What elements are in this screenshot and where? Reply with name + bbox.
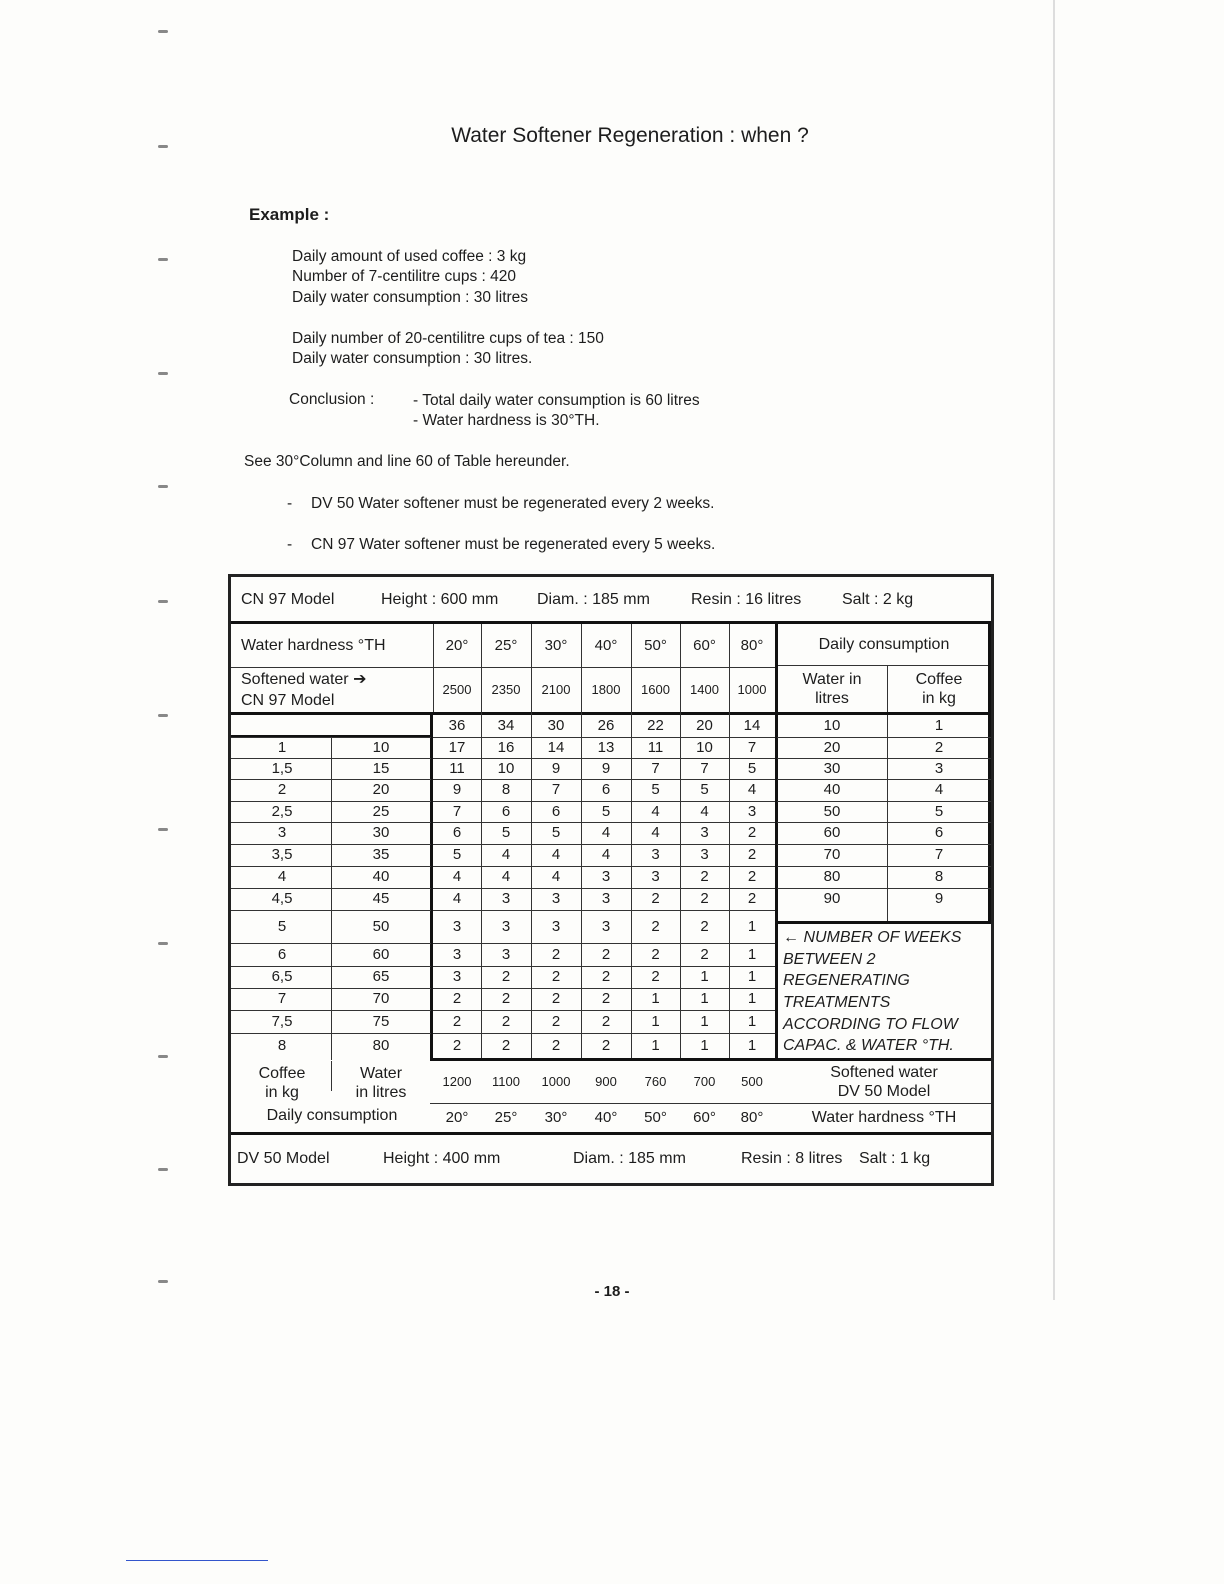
weeks-cell: 1 xyxy=(700,1036,709,1054)
water-litres-cell: 90 xyxy=(823,890,841,907)
hardness-cell: 30° xyxy=(544,636,568,654)
weeks-cell: 3 xyxy=(501,917,511,935)
dv50-height: Height : 400 mm xyxy=(383,1150,501,1168)
capacity-cell: 1400 xyxy=(690,682,719,698)
weeks-cell: 2 xyxy=(501,1036,511,1054)
weeks-cell: 5 xyxy=(551,824,561,841)
weeks-cell: 2 xyxy=(601,1012,611,1030)
hardness-cell: 20° xyxy=(445,1109,469,1126)
see-table-line: See 30°Column and line 60 of Table hereunder. xyxy=(244,453,570,470)
water-hardness-label: Water hardness °TH xyxy=(241,636,386,654)
footer-rule xyxy=(126,1560,268,1561)
coffee-kg-cell: 2,5 xyxy=(271,802,293,820)
rule xyxy=(777,866,991,867)
weeks-cell: 4 xyxy=(501,868,511,885)
coffee-kg-cell: 1 xyxy=(277,738,287,756)
hardness-cell: 40° xyxy=(594,1109,618,1126)
water-litres-cell: 30 xyxy=(372,824,390,841)
weeks-cell: 2 xyxy=(551,1036,561,1054)
softened-cn97-model: CN 97 Model xyxy=(241,692,335,710)
binder-hole xyxy=(158,258,168,261)
weeks-cell: 26 xyxy=(597,717,615,734)
weeks-cell: 6 xyxy=(501,802,511,820)
weeks-cell: 3 xyxy=(501,890,511,907)
weeks-cell: 2 xyxy=(452,1012,462,1030)
binder-hole xyxy=(158,1168,168,1171)
water-litres-cell: 50 xyxy=(823,802,841,820)
coffee-kg-cell: 2 xyxy=(934,738,944,756)
weeks-cell: 3 xyxy=(501,945,511,963)
weeks-cell: 10 xyxy=(696,738,713,756)
weeks-cell: 3 xyxy=(700,846,709,863)
hardness-cell: 50° xyxy=(644,636,667,654)
weeks-cell: 1 xyxy=(747,917,757,935)
weeks-cell: 1 xyxy=(747,990,757,1007)
dv50-model: DV 50 Model xyxy=(237,1150,330,1168)
weeks-cell: 1 xyxy=(651,1036,660,1054)
water-litres-cell: 30 xyxy=(823,759,841,777)
weeks-cell: 3 xyxy=(452,968,462,985)
water-litres-cell: 10 xyxy=(823,717,841,734)
hardness-cell: 25° xyxy=(494,636,518,654)
weeks-cell: 2 xyxy=(747,846,757,863)
coffee-in-kg-label-dv50: Coffee in kg xyxy=(258,1064,306,1101)
water-litres-cell: 70 xyxy=(823,846,841,863)
binder-hole xyxy=(158,828,168,831)
coffee-kg-cell: 3 xyxy=(934,759,944,777)
regeneration-table xyxy=(228,574,994,1186)
weeks-note: ← NUMBER OF WEEKS BETWEEN 2 REGENERATING TREATMENTS ACCORDING TO FLOW CAPAC. & WATER °TH. xyxy=(783,929,962,1055)
binder-hole xyxy=(158,485,168,488)
rule xyxy=(331,1061,332,1091)
capacity-cell: 1200 xyxy=(442,1074,472,1090)
weeks-cell: 3 xyxy=(601,917,611,935)
coffee-kg-cell: 3 xyxy=(277,824,287,841)
weeks-cell: 4 xyxy=(501,846,511,863)
weeks-cell: 4 xyxy=(601,824,611,841)
hardness-cell: 30° xyxy=(544,1109,568,1126)
binder-hole xyxy=(158,714,168,717)
weeks-cell: 1 xyxy=(747,1012,757,1030)
capacity-cell: 760 xyxy=(644,1074,667,1090)
softened-water-label: Softened water ➔ xyxy=(241,671,367,689)
weeks-cell: 4 xyxy=(700,802,709,820)
weeks-cell: 3 xyxy=(551,890,561,907)
coffee-kg-cell: 7,5 xyxy=(271,1012,293,1030)
bullet-dv50: DV 50 Water softener must be regenerated every 2 weeks. xyxy=(311,495,715,512)
weeks-cell: 6 xyxy=(551,802,561,820)
weeks-cell: 2 xyxy=(501,1012,511,1030)
dv50-resin: Resin : 8 litres xyxy=(741,1150,843,1168)
hardness-cell: 60° xyxy=(693,1109,716,1126)
example-line: Number of 7-centilitre cups : 420 xyxy=(292,268,516,285)
coffee-kg-cell: 4,5 xyxy=(271,890,293,907)
coffee-kg-cell: 7 xyxy=(277,990,287,1007)
weeks-cell: 14 xyxy=(547,738,565,756)
coffee-kg-cell: 7 xyxy=(934,846,944,863)
weeks-cell: 17 xyxy=(448,738,466,756)
weeks-cell: 2 xyxy=(551,1012,561,1030)
coffee-kg-cell: 5 xyxy=(934,802,944,820)
weeks-cell: 5 xyxy=(747,759,757,777)
example-line: Daily amount of used coffee : 3 kg xyxy=(292,248,527,265)
example-line: Daily water consumption : 30 litres xyxy=(292,289,529,306)
weeks-cell: 1 xyxy=(651,1012,660,1030)
weeks-cell: 1 xyxy=(651,990,660,1007)
water-in-litres-label: Water in litres xyxy=(802,670,862,707)
water-litres-cell: 20 xyxy=(372,781,390,798)
coffee-kg-cell: 2 xyxy=(277,781,287,798)
hardness-cell: 25° xyxy=(494,1109,518,1126)
weeks-cell: 2 xyxy=(747,824,757,841)
weeks-cell: 2 xyxy=(452,990,462,1007)
weeks-cell: 16 xyxy=(497,738,515,756)
weeks-cell: 11 xyxy=(647,738,664,756)
water-hardness-label-dv50: Water hardness °TH xyxy=(811,1109,957,1127)
capacity-cell: 700 xyxy=(693,1074,716,1090)
weeks-cell: 14 xyxy=(743,717,761,734)
water-litres-cell: 65 xyxy=(372,968,390,985)
dv50-diameter: Diam. : 185 mm xyxy=(573,1150,686,1168)
weeks-cell: 2 xyxy=(601,968,611,985)
weeks-cell: 2 xyxy=(700,868,709,885)
capacity-cell: 1100 xyxy=(492,1074,520,1090)
weeks-cell: 4 xyxy=(651,802,660,820)
weeks-cell: 1 xyxy=(747,945,757,963)
conclusion-line: - Total daily water consumption is 60 litres xyxy=(413,392,700,409)
rule xyxy=(777,758,991,759)
water-litres-cell: 40 xyxy=(823,781,841,798)
water-litres-cell: 60 xyxy=(372,945,390,963)
weeks-cell: 1 xyxy=(700,968,709,985)
hardness-cell: 50° xyxy=(644,1109,667,1126)
weeks-cell: 4 xyxy=(651,824,660,841)
conclusion-line: - Water hardness is 30°TH. xyxy=(413,412,600,429)
weeks-cell: 11 xyxy=(449,759,465,777)
water-litres-cell: 50 xyxy=(372,917,390,935)
weeks-cell: 2 xyxy=(551,945,561,963)
weeks-cell: 3 xyxy=(651,846,660,863)
hardness-cell: 20° xyxy=(445,636,469,654)
water-litres-cell: 35 xyxy=(372,846,390,863)
weeks-cell: 2 xyxy=(452,1036,462,1054)
weeks-cell: 3 xyxy=(700,824,709,841)
weeks-cell: 5 xyxy=(452,846,462,863)
weeks-cell: 20 xyxy=(696,717,713,734)
weeks-cell: 7 xyxy=(551,781,561,798)
binder-hole xyxy=(158,372,168,375)
conclusion-label: Conclusion : xyxy=(289,391,375,408)
weeks-cell: 2 xyxy=(747,868,757,885)
weeks-cell: 2 xyxy=(551,968,561,985)
water-litres-cell: 15 xyxy=(372,759,390,777)
coffee-kg-cell: 1,5 xyxy=(271,759,293,777)
binder-hole xyxy=(158,600,168,603)
weeks-cell: 2 xyxy=(501,990,511,1007)
cn97-model: CN 97 Model xyxy=(241,591,335,609)
weeks-cell: 2 xyxy=(700,945,709,963)
rule xyxy=(777,844,991,845)
example-line: Daily number of 20-centilitre cups of tea : 150 xyxy=(292,330,604,347)
cn97-height: Height : 600 mm xyxy=(381,591,499,609)
weeks-cell: 2 xyxy=(601,1036,611,1054)
cn97-salt: Salt : 2 kg xyxy=(842,591,914,609)
binder-hole xyxy=(158,942,168,945)
weeks-cell: 4 xyxy=(452,890,462,907)
coffee-kg-cell: 6,5 xyxy=(271,968,293,985)
hardness-cell: 60° xyxy=(693,636,716,654)
weeks-cell: 4 xyxy=(747,781,757,798)
capacity-cell: 1000 xyxy=(541,1074,571,1090)
weeks-cell: 7 xyxy=(747,738,757,756)
water-litres-cell: 75 xyxy=(372,1012,390,1030)
example-label: Example : xyxy=(249,205,330,224)
coffee-kg-cell: 6 xyxy=(934,824,944,841)
weeks-cell: 7 xyxy=(700,759,709,777)
water-litres-cell: 20 xyxy=(823,738,841,756)
hardness-cell: 80° xyxy=(740,636,764,654)
rule xyxy=(777,822,991,823)
dv50-salt: Salt : 1 kg xyxy=(859,1150,931,1168)
weeks-cell: 7 xyxy=(651,759,660,777)
weeks-cell: 10 xyxy=(497,759,515,777)
weeks-cell: 2 xyxy=(651,890,660,907)
weeks-cell: 2 xyxy=(651,945,660,963)
weeks-cell: 34 xyxy=(497,717,515,734)
weeks-cell: 3 xyxy=(452,945,462,963)
weeks-cell: 3 xyxy=(747,802,757,820)
weeks-cell: 1 xyxy=(700,990,709,1007)
weeks-cell: 3 xyxy=(601,868,611,885)
capacity-cell: 1000 xyxy=(737,682,767,698)
weeks-cell: 9 xyxy=(452,781,462,798)
rule xyxy=(887,666,888,712)
daily-consumption-label-dv50: Daily consumption xyxy=(266,1107,398,1125)
weeks-cell: 5 xyxy=(501,824,511,841)
weeks-cell: 3 xyxy=(651,868,660,885)
weeks-cell: 2 xyxy=(501,968,511,985)
weeks-cell: 9 xyxy=(601,759,611,777)
water-litres-cell: 80 xyxy=(823,868,841,885)
softened-dv50-label: Softened water DV 50 Model xyxy=(830,1063,938,1100)
water-litres-cell: 45 xyxy=(372,890,390,907)
weeks-cell: 30 xyxy=(547,717,565,734)
weeks-cell: 36 xyxy=(448,717,466,734)
rule xyxy=(777,737,991,738)
weeks-cell: 6 xyxy=(601,781,611,798)
coffee-kg-cell: 4 xyxy=(934,781,944,798)
weeks-cell: 4 xyxy=(551,846,561,863)
weeks-cell: 2 xyxy=(601,990,611,1007)
weeks-cell: 2 xyxy=(747,890,757,907)
rule xyxy=(775,921,991,924)
binder-hole xyxy=(158,1055,168,1058)
weeks-cell: 13 xyxy=(597,738,615,756)
cn97-diameter: Diam. : 185 mm xyxy=(537,591,650,609)
page-edge-shadow xyxy=(1053,0,1055,1300)
weeks-cell: 6 xyxy=(452,824,462,841)
capacity-cell: 2100 xyxy=(541,682,571,698)
rule xyxy=(231,1132,991,1135)
weeks-cell: 4 xyxy=(601,846,611,863)
coffee-kg-cell: 1 xyxy=(934,717,944,734)
water-in-litres-label-dv50: Water in litres xyxy=(355,1064,407,1101)
water-litres-cell: 40 xyxy=(372,868,390,885)
water-litres-cell: 10 xyxy=(372,738,390,756)
bullet-cn97: CN 97 Water softener must be regenerated every 5 weeks. xyxy=(311,536,716,553)
coffee-kg-cell: 9 xyxy=(934,890,944,907)
weeks-cell: 2 xyxy=(700,917,709,935)
weeks-cell: 9 xyxy=(551,759,561,777)
rule xyxy=(777,888,991,889)
water-litres-cell: 60 xyxy=(823,824,841,841)
weeks-cell: 2 xyxy=(651,917,660,935)
water-litres-cell: 25 xyxy=(372,802,390,820)
weeks-cell: 1 xyxy=(747,968,757,985)
weeks-cell: 2 xyxy=(651,968,660,985)
weeks-cell: 3 xyxy=(551,917,561,935)
coffee-kg-cell: 3,5 xyxy=(271,846,293,863)
page-title: Water Softener Regeneration : when ? xyxy=(451,124,809,147)
capacity-cell: 2350 xyxy=(491,682,521,698)
weeks-cell: 8 xyxy=(501,781,511,798)
weeks-cell: 5 xyxy=(700,781,709,798)
weeks-cell: 5 xyxy=(651,781,660,798)
weeks-cell: 2 xyxy=(601,945,611,963)
capacity-cell: 2500 xyxy=(442,682,472,698)
weeks-cell: 4 xyxy=(551,868,561,885)
weeks-cell: 22 xyxy=(647,717,664,734)
weeks-cell: 5 xyxy=(601,802,611,820)
weeks-cell: 4 xyxy=(452,868,462,885)
coffee-kg-cell: 8 xyxy=(277,1036,287,1054)
capacity-cell: 900 xyxy=(595,1074,617,1090)
weeks-cell: 1 xyxy=(747,1036,757,1054)
rule xyxy=(777,801,991,802)
water-litres-cell: 80 xyxy=(372,1036,390,1054)
coffee-kg-cell: 8 xyxy=(934,868,944,885)
weeks-cell: 1 xyxy=(700,1012,709,1030)
binder-hole xyxy=(158,30,168,33)
bullet-dash: - xyxy=(287,536,293,553)
bullet-dash: - xyxy=(287,495,293,512)
coffee-in-kg-label: Coffee in kg xyxy=(915,670,963,707)
weeks-cell: 3 xyxy=(601,890,611,907)
page-number: - 18 - xyxy=(594,1283,630,1300)
daily-consumption-label: Daily consumption xyxy=(818,636,950,654)
weeks-cell: 2 xyxy=(700,890,709,907)
weeks-cell: 2 xyxy=(551,990,561,1007)
coffee-kg-cell: 4 xyxy=(277,868,287,885)
capacity-cell: 1600 xyxy=(641,682,670,698)
cn97-resin: Resin : 16 litres xyxy=(691,591,802,609)
rule xyxy=(777,779,991,780)
example-line: Daily water consumption : 30 litres. xyxy=(292,350,533,367)
capacity-cell: 500 xyxy=(741,1074,763,1090)
hardness-cell: 80° xyxy=(740,1109,764,1126)
water-litres-cell: 70 xyxy=(372,990,390,1007)
capacity-cell: 1800 xyxy=(591,682,621,698)
weeks-cell: 7 xyxy=(452,802,462,820)
hardness-cell: 40° xyxy=(594,636,618,654)
weeks-cell: 3 xyxy=(452,917,462,935)
coffee-kg-cell: 6 xyxy=(277,945,287,963)
coffee-kg-cell: 5 xyxy=(277,917,287,935)
